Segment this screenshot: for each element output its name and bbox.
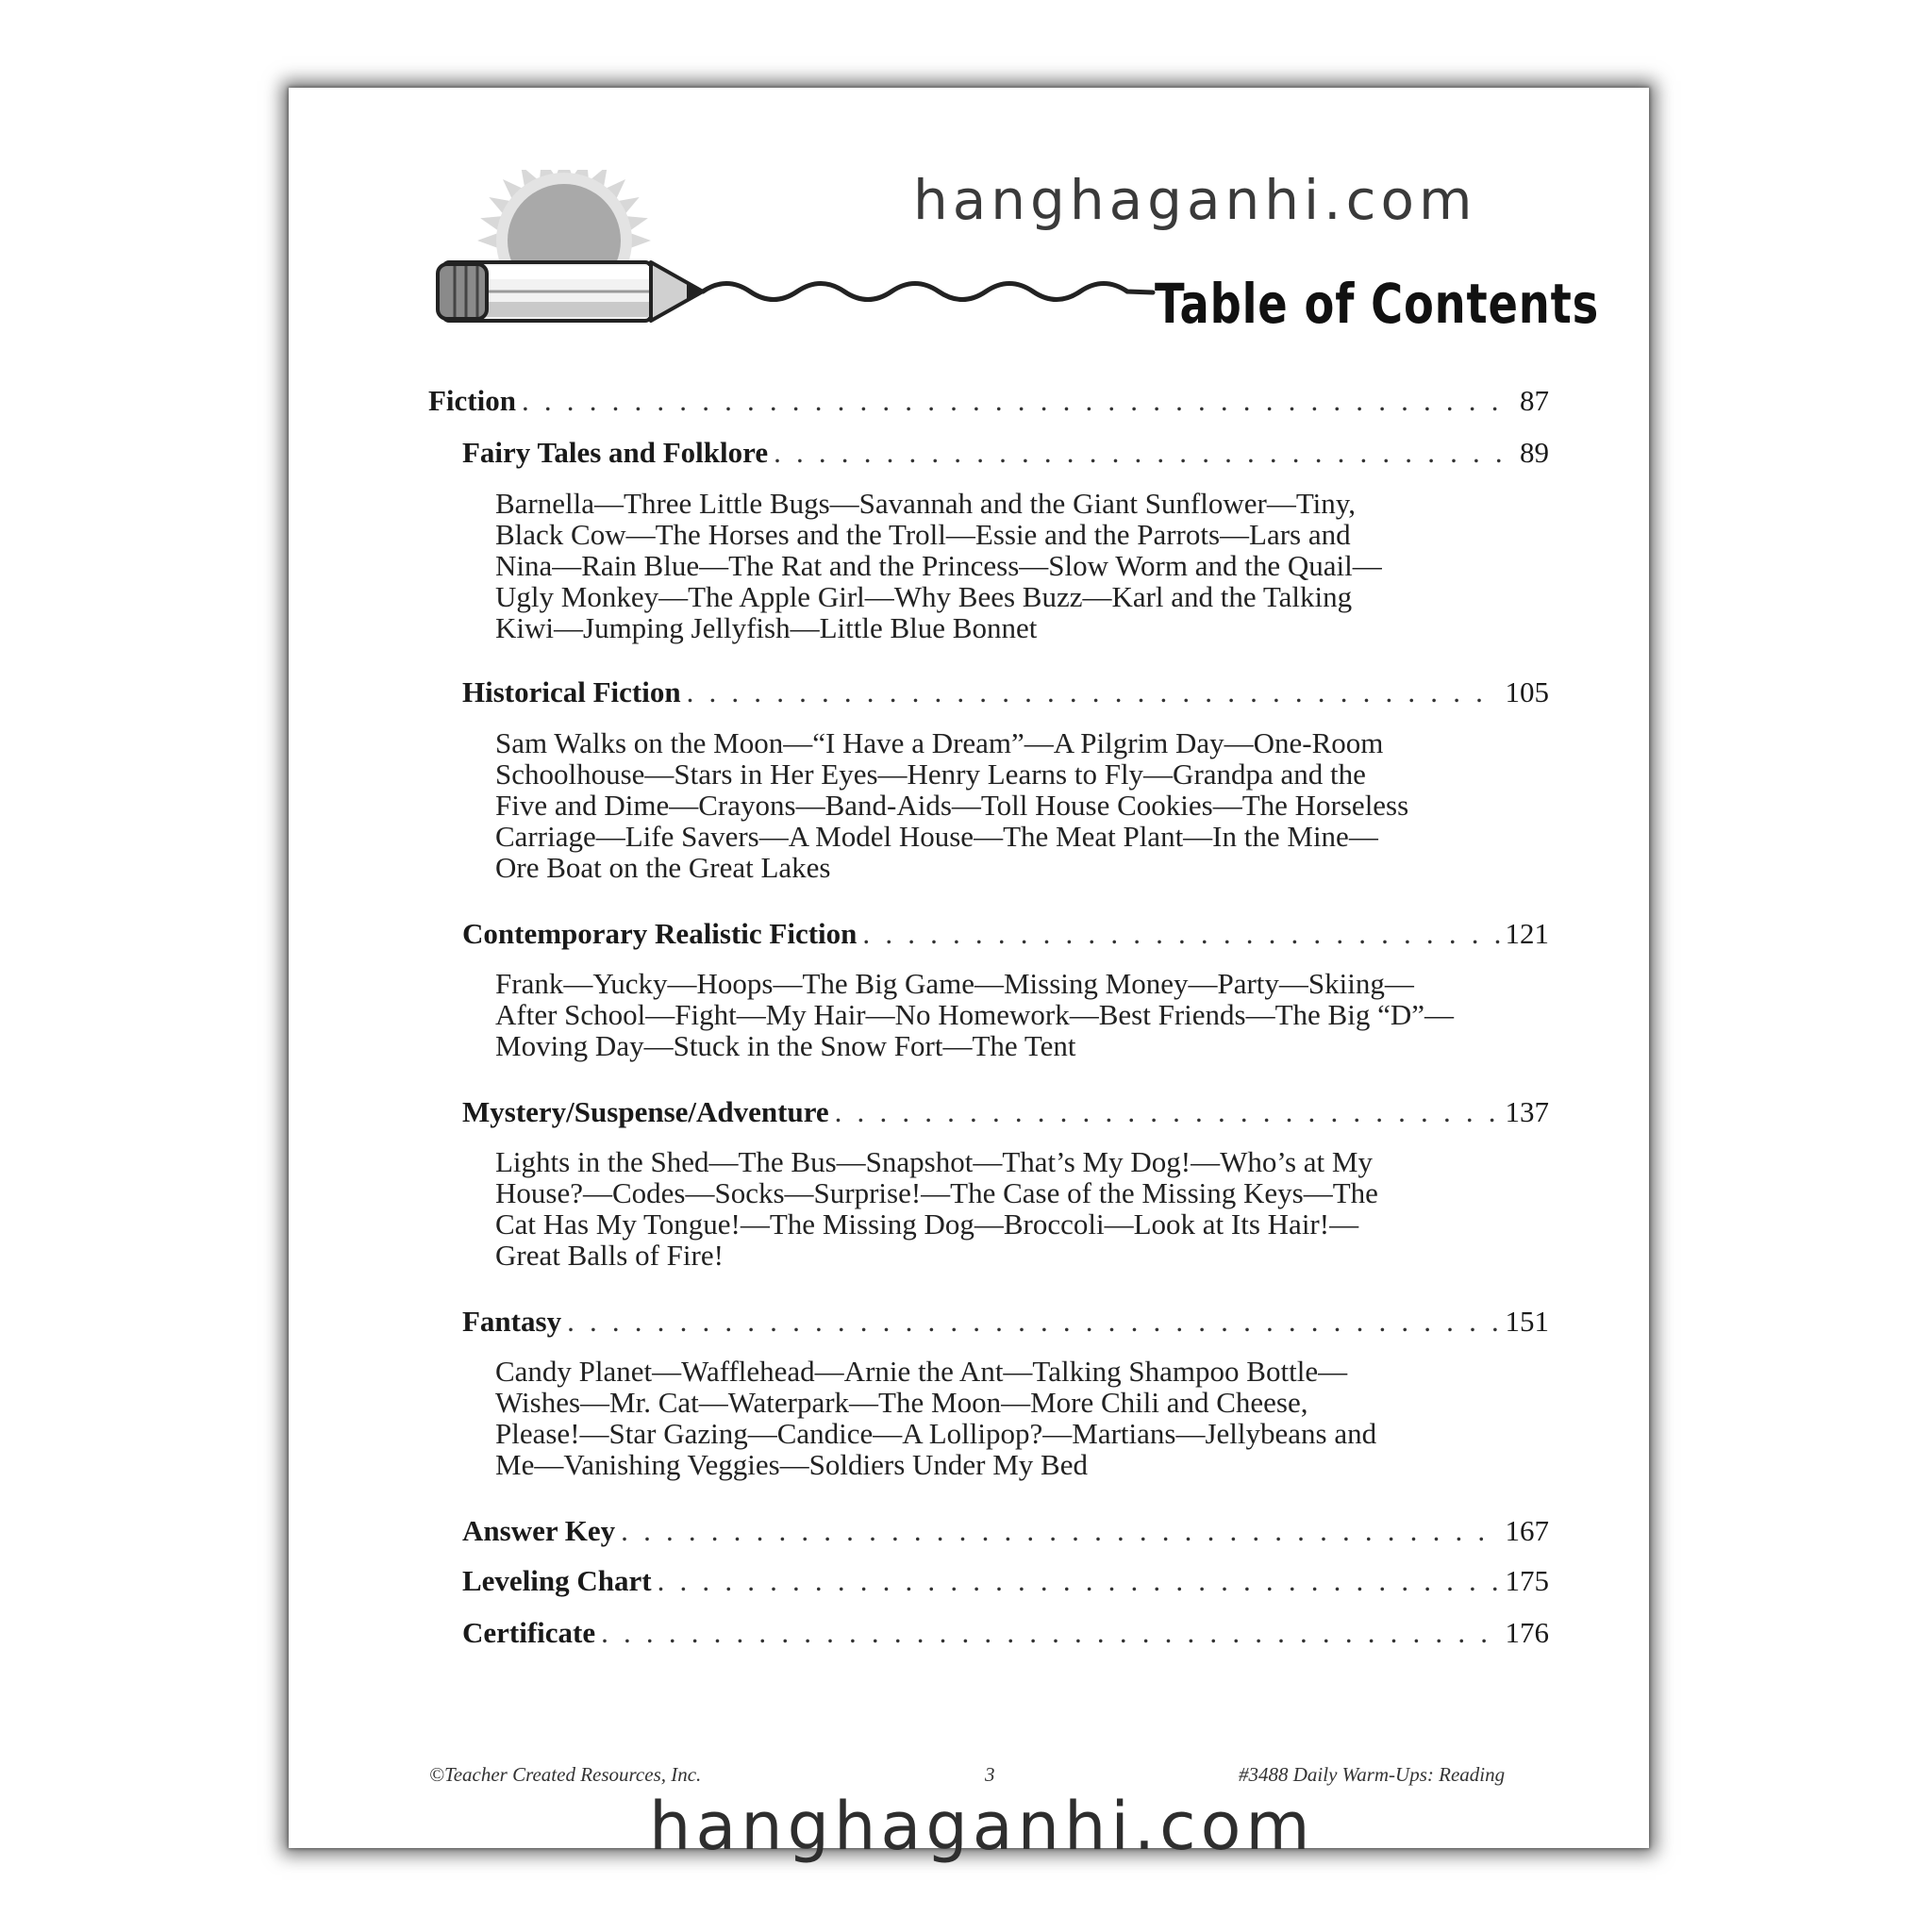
toc-page-number: 89 (1520, 436, 1549, 469)
toc-entry-label: Contemporary Realistic Fiction (462, 917, 858, 950)
toc-page-number: 137 (1505, 1095, 1549, 1128)
toc-entry-label: Fiction (428, 384, 516, 417)
dot-leader (567, 1303, 1499, 1341)
toc-page-number: 87 (1520, 384, 1549, 417)
dot-leader (835, 1093, 1500, 1131)
toc-entry-fiction (428, 382, 1549, 420)
watermark-top: hanghaganhi.com (913, 168, 1477, 232)
toc-entry-historical-fiction (462, 674, 1549, 711)
toc-page-number: 175 (1505, 1564, 1549, 1597)
pencil-icon (438, 262, 1153, 321)
toc-subitems: Candy Planet—Wafflehead—Arnie the Ant—Talking Shampoo Bottle— Wishes—Mr. Cat—Waterpark—The Moon—More Chili and Cheese, Please!—Star Gazing—Candice—A Lollipop?—Martians—Jellybeans and Me—Vanishing Veggies—Soldiers Under My Bed (495, 1355, 1377, 1481)
toc-subitems: Barnella—Three Little Bugs—Savannah and the Giant Sunflower—Tiny, Black Cow—The Horses and the Troll—Essie and the Parrots—Lars and Nina—Rain Blue—The Rat and the Princess—Slow Worm and the Quail— Ugly Monkey—The Apple Girl—Why Bees Buzz—Karl and the Talking Kiwi—Jumping Jellyfish—Little Blue Bonnet (495, 487, 1382, 644)
watermark-bottom: hanghaganhi.com (649, 1788, 1315, 1865)
footer-page-number: 3 (985, 1763, 995, 1786)
toc-page-number: 176 (1505, 1616, 1549, 1649)
toc-entry-label: Historical Fiction (462, 675, 681, 708)
toc-entry-fantasy (462, 1303, 1549, 1341)
toc-page-number: 105 (1505, 675, 1549, 708)
footer-copyright: ©Teacher Created Resources, Inc. (429, 1763, 702, 1786)
dot-leader (601, 1614, 1499, 1652)
toc-subitems: Lights in the Shed—The Bus—Snapshot—That’s My Dog!—Who’s at My House?—Codes—Socks—Surprise!—The Case of the Missing Keys—The Cat Has My Tongue!—The Missing Dog—Broccoli—Look at Its Hair!— Great Balls of Fire! (495, 1145, 1378, 1272)
dot-leader (621, 1512, 1499, 1550)
page-title: Table of Contents (1155, 272, 1599, 336)
header-illustration (434, 170, 1170, 340)
toc-entry-answer-key (462, 1512, 1549, 1550)
toc-entry-label: Fantasy (462, 1305, 562, 1338)
toc-entry-contemporary-fiction (462, 915, 1549, 953)
dot-leader (658, 1562, 1500, 1600)
toc-subitems: Sam Walks on the Moon—“I Have a Dream”—A Pilgrim Day—One-Room Schoolhouse—Stars in Her Eyes—Henry Learns to Fly—Grandpa and the Five and Dime—Crayons—Band-Aids—Toll House Cookies—The Horseless Carriage—Life Savers—A Model House—The Meat Plant—In the Mine— Ore Boat on the Great Lakes (495, 726, 1409, 884)
toc-entry-certificate (462, 1614, 1549, 1652)
toc-entry-fairy-tales (462, 434, 1549, 472)
toc-page-number: 121 (1505, 917, 1549, 950)
toc-entry-mystery (462, 1093, 1549, 1131)
toc-entry-label: Certificate (462, 1616, 596, 1649)
dot-leader (774, 434, 1514, 472)
toc-subitems: Frank—Yucky—Hoops—The Big Game—Missing Money—Party—Skiing— After School—Fight—My Hair—No Homework—Best Friends—The Big “D”— Moving Day—Stuck in the Snow Fort—The Tent (495, 967, 1454, 1062)
dot-leader (522, 382, 1514, 420)
toc-page-number: 167 (1505, 1514, 1549, 1547)
toc-entry-label: Mystery/Suspense/Adventure (462, 1095, 829, 1128)
dot-leader (862, 915, 1499, 953)
toc-page-number: 151 (1505, 1305, 1549, 1338)
toc-entry-leveling-chart (462, 1562, 1549, 1600)
toc-entry-label: Fairy Tales and Folklore (462, 436, 769, 469)
dot-leader (687, 674, 1500, 711)
footer-book-title: #3488 Daily Warm-Ups: Reading (1239, 1763, 1506, 1786)
toc-entry-label: Leveling Chart (462, 1564, 652, 1597)
toc-entry-label: Answer Key (462, 1514, 616, 1547)
